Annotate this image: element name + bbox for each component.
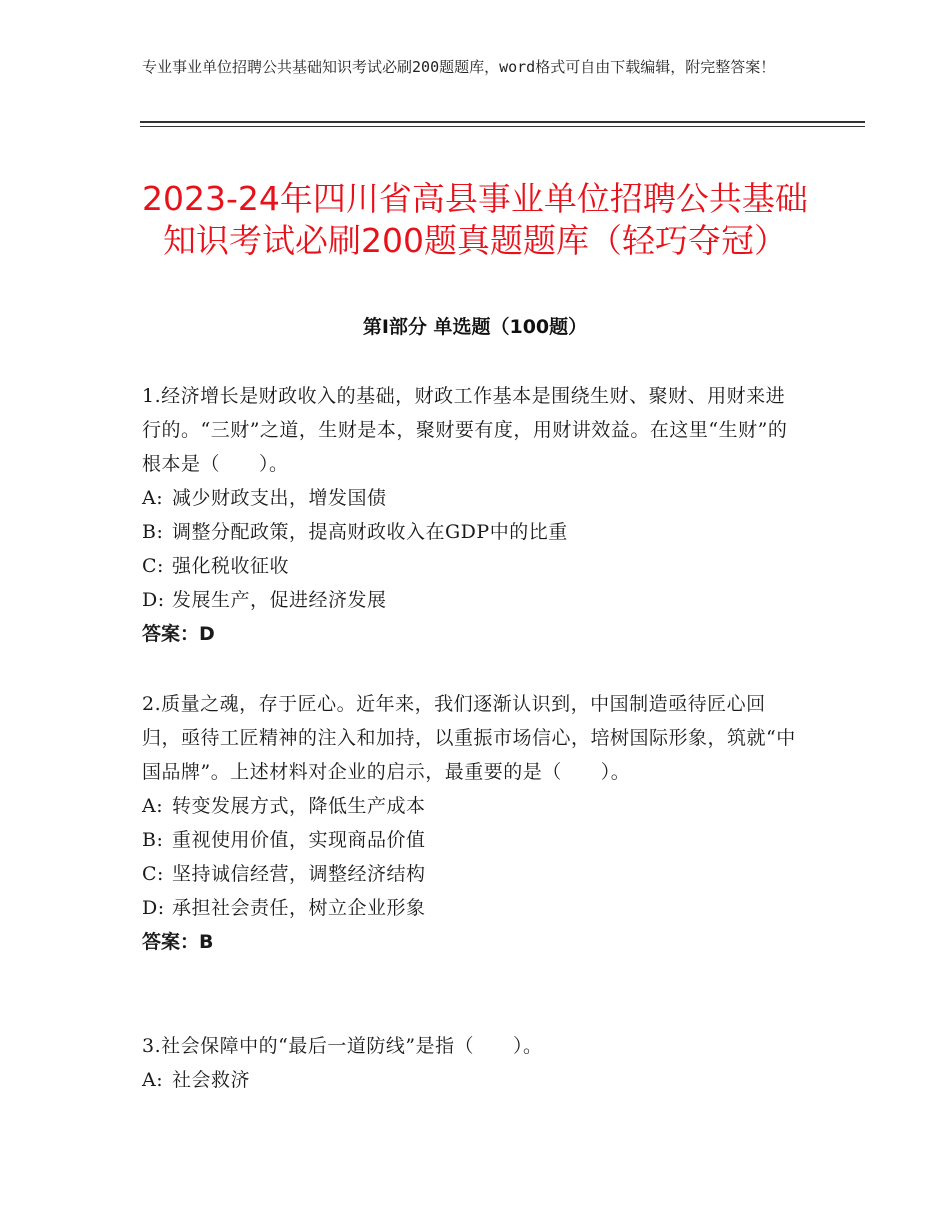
option-letter: C: <box>142 863 164 885</box>
option-letter: A: <box>142 487 164 509</box>
option-letter: A: <box>142 795 164 817</box>
option-text: 调整分配政策，提高财政收入在GDP中的比重 <box>172 521 568 543</box>
option-d <box>142 583 802 617</box>
option-text: 承担社会责任，树立企业形象 <box>172 897 426 919</box>
option-text: 发展生产，促进经济发展 <box>172 589 387 611</box>
option-text: 减少财政支出，增发国债 <box>172 487 387 509</box>
header-rule-thin <box>140 126 865 127</box>
question-stem: 2.质量之魂，存于匠心。近年来，我们逐渐认识到，中国制造亟待匠心回归，亟待工匠精神的注入和加持，以重振市场信心，培树国际形象，筑就“中国品牌”。上述材料对企业的启示，最重要的是（ ）。 <box>142 693 796 783</box>
document-title: 2023-24年四川省高县事业单位招聘公共基础知识考试必刷200题真题题库（轻巧夺冠） <box>142 179 808 261</box>
option-a <box>142 1063 802 1097</box>
option-d <box>142 891 802 925</box>
question-2 <box>142 687 802 959</box>
option-text: 坚持诚信经营，调整经济结构 <box>172 863 426 885</box>
option-letter: B: <box>142 521 164 543</box>
option-b <box>142 515 802 549</box>
option-a <box>142 789 802 823</box>
header-note: 专业事业单位招聘公共基础知识考试必刷200题题库，word格式可自由下载编辑，附完整答案！ <box>142 58 776 76</box>
option-b <box>142 823 802 857</box>
question-1 <box>142 379 802 651</box>
option-letter: B: <box>142 829 164 851</box>
answer-line: 答案：D <box>142 623 215 645</box>
option-text: 重视使用价值，实现商品价值 <box>172 829 426 851</box>
option-letter: A: <box>142 1069 164 1091</box>
option-text: 社会救济 <box>172 1069 251 1091</box>
option-letter: C: <box>142 555 164 577</box>
option-letter: D: <box>142 589 165 611</box>
option-c <box>142 549 802 583</box>
question-3 <box>142 1029 802 1097</box>
section-heading: 第Ⅰ部分 单选题（100题） <box>362 316 588 338</box>
option-a <box>142 481 802 515</box>
option-letter: D: <box>142 897 165 919</box>
answer-line: 答案：B <box>142 931 214 953</box>
option-c <box>142 857 802 891</box>
question-stem: 3.社会保障中的“最后一道防线”是指（ ）。 <box>142 1035 543 1057</box>
question-stem: 1.经济增长是财政收入的基础，财政工作基本是围绕生财、聚财、用财来进行的。“三财”之道，生财是本，聚财要有度，用财讲效益。在这里“生财”的根本是（ ）。 <box>142 385 788 475</box>
option-text: 转变发展方式，降低生产成本 <box>172 795 426 817</box>
option-text: 强化税收征收 <box>172 555 290 577</box>
header-rule-thick <box>140 121 865 123</box>
